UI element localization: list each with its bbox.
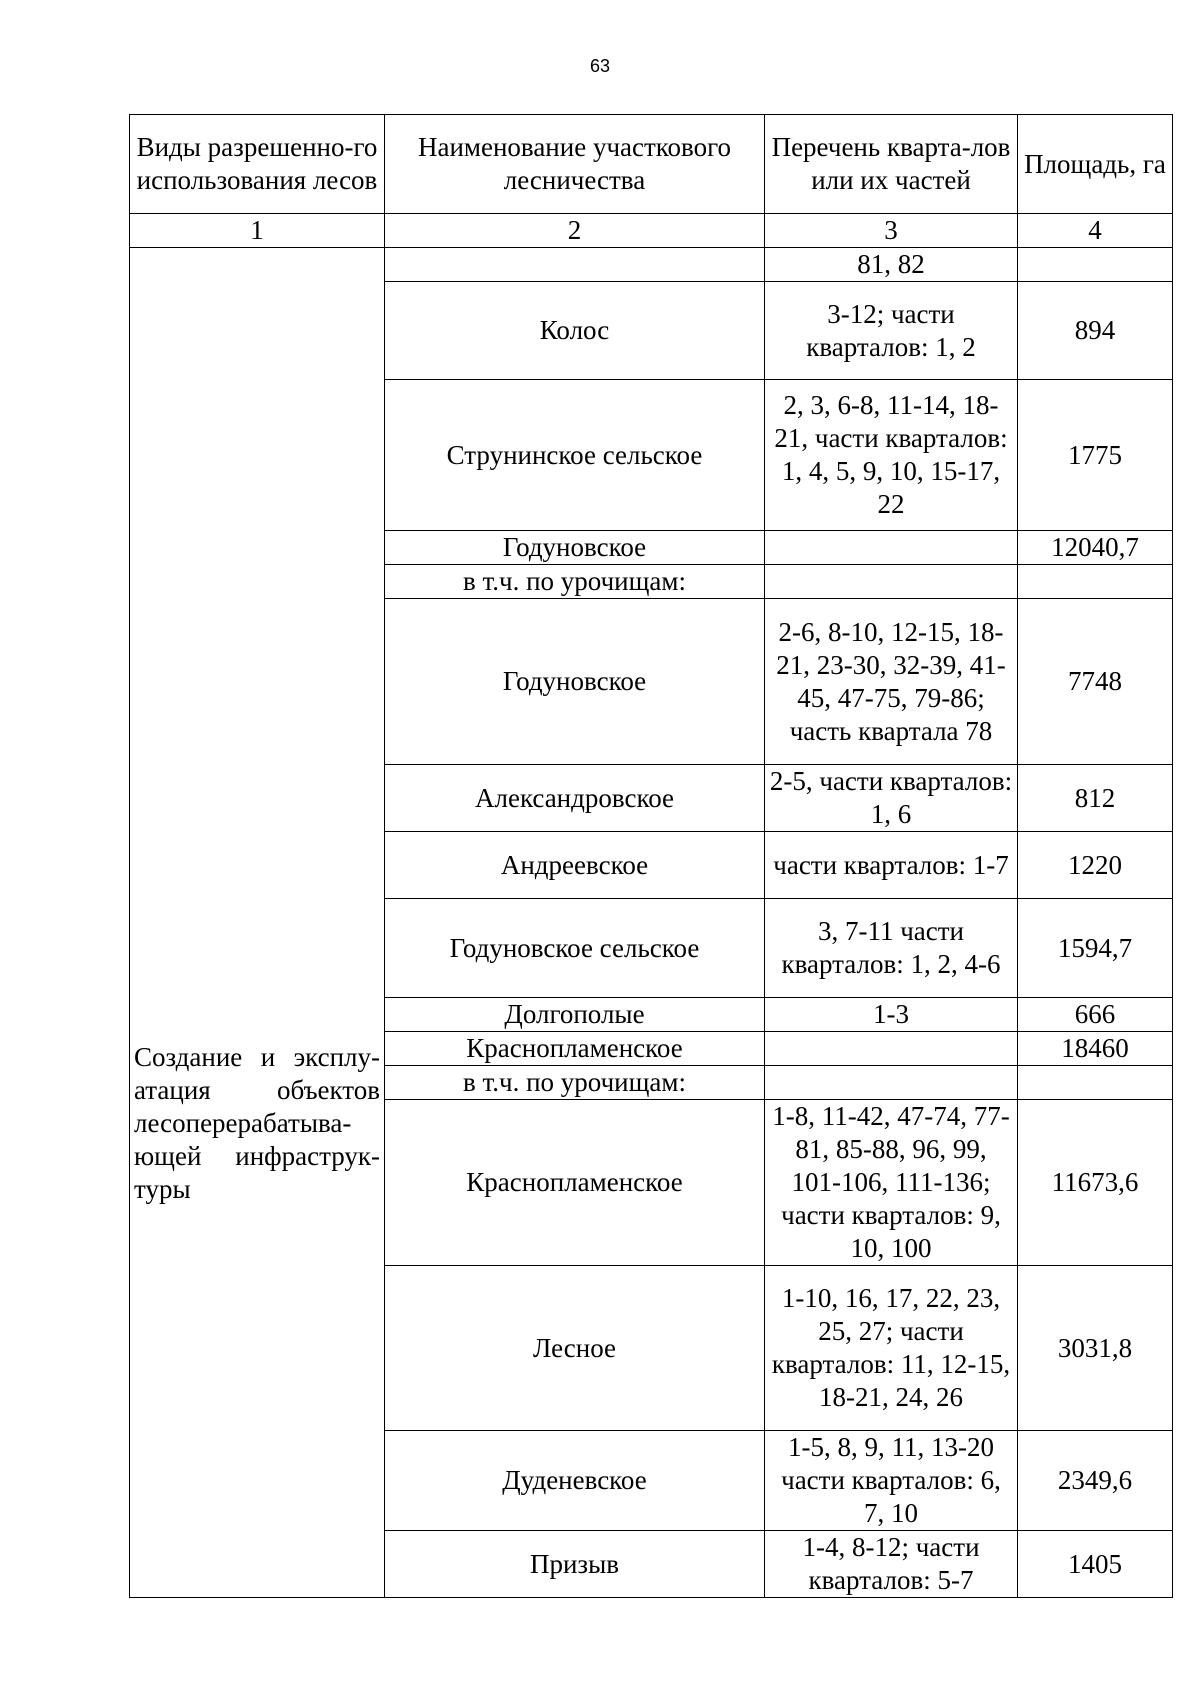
column-numbers-row [130,214,1173,248]
quarters-list [765,1066,1018,1100]
area-value: 1405 [1018,1531,1173,1598]
area-value: 1775 [1018,380,1173,531]
forestry-name: Струнинское сельское [385,380,765,531]
area-value: 3031,8 [1018,1266,1173,1431]
area-value: 7748 [1018,599,1173,765]
area-value: 812 [1018,765,1173,832]
area-value: 1594,7 [1018,899,1173,998]
forestry-name: Андреевское [385,832,765,899]
quarters-list: 2, 3, 6-8, 11-14, 18-21, части кварталов: 1, 4, 5, 9, 10, 15-17, 22 [765,380,1018,531]
quarters-list: 1-8, 11-42, 47-74, 77-81, 85-88, 96, 99, 101-106, 111-136; части кварталов: 9, 10, 100 [765,1100,1018,1266]
quarters-list: 1-3 [765,998,1018,1032]
quarters-list: 1-10, 16, 17, 22, 23, 25, 27; части кварталов: 11, 12-15, 18-21, 24, 26 [765,1266,1018,1431]
header-usage-type: Виды разрешенно-го использования лесов [130,115,385,214]
quarters-list: 2-5, части кварталов: 1, 6 [765,765,1018,832]
forestry-name: Призыв [385,1531,765,1598]
forestry-name: Краснопламенское [385,1100,765,1266]
forestry-name [385,248,765,282]
quarters-list: части кварталов: 1-7 [765,832,1018,899]
forestry-name: в т.ч. по урочищам: [385,1066,765,1100]
column-number-3: 3 [765,214,1018,248]
quarters-list: 2-6, 8-10, 12-15, 18-21, 23-30, 32-39, 41-45, 47-75, 79-86; часть квартала 78 [765,599,1018,765]
column-number-4: 4 [1018,214,1173,248]
column-number-1: 1 [130,214,385,248]
forestry-name: в т.ч. по урочищам: [385,565,765,599]
usage-type-cell [130,248,385,1598]
forestry-name: Годуновское [385,599,765,765]
forestry-name: Колос [385,282,765,380]
forestry-name: Краснопламенское [385,1032,765,1066]
quarters-list: 3, 7-11 части кварталов: 1, 2, 4-6 [765,899,1018,998]
usage-type-text: Создание и эксплу-атация объектов лесоперерабатыва-ющей инфраструк-туры [134,1042,380,1204]
header-quarters-list: Перечень кварта-лов или их частей [765,115,1018,214]
quarters-list: 81, 82 [765,248,1018,282]
area-value: 2349,6 [1018,1431,1173,1531]
area-value [1018,565,1173,599]
quarters-list [765,531,1018,565]
forestry-name: Долгополые [385,998,765,1032]
area-value: 12040,7 [1018,531,1173,565]
header-forestry-name: Наименование участкового лесничества [385,115,765,214]
table-row [130,248,1173,282]
quarters-list: 3-12; части кварталов: 1, 2 [765,282,1018,380]
quarters-list: 1-4, 8-12; части кварталов: 5-7 [765,1531,1018,1598]
area-value [1018,248,1173,282]
forestry-name: Годуновское сельское [385,899,765,998]
area-value: 894 [1018,282,1173,380]
forestry-name: Александровское [385,765,765,832]
area-value: 11673,6 [1018,1100,1173,1266]
forest-quarters-table [129,114,1173,1598]
column-number-2: 2 [385,214,765,248]
quarters-list [765,565,1018,599]
quarters-list: 1-5, 8, 9, 11, 13-20 части кварталов: 6, 7, 10 [765,1431,1018,1531]
area-value: 666 [1018,998,1173,1032]
forestry-name: Дуденевское [385,1431,765,1531]
area-value: 1220 [1018,832,1173,899]
area-value [1018,1066,1173,1100]
page-number: 63 [589,56,611,76]
forestry-name: Лесное [385,1266,765,1431]
header-row [130,115,1173,214]
forestry-name: Годуновское [385,531,765,565]
header-area: Площадь, га [1018,115,1173,214]
area-value: 18460 [1018,1032,1173,1066]
quarters-list [765,1032,1018,1066]
